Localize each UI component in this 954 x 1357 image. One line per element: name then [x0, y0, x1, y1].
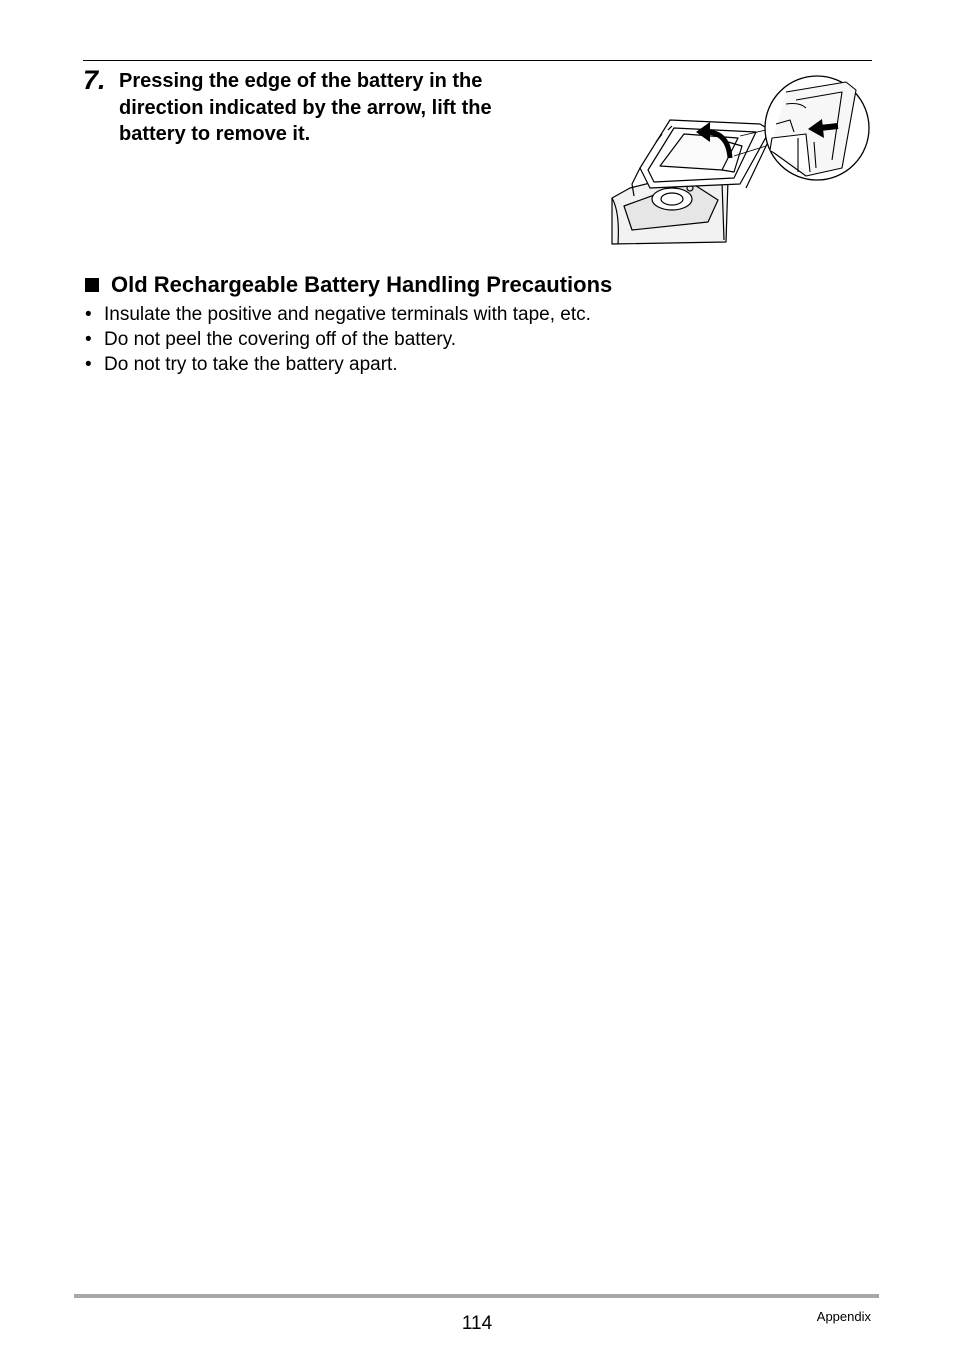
list-item-text: Do not peel the covering off of the battery. — [104, 329, 457, 350]
section-heading — [85, 270, 612, 300]
precautions-list — [85, 302, 591, 377]
page-number: 114 — [461, 1313, 493, 1334]
bullet-mark: • — [85, 329, 92, 350]
section-title: Old Rechargeable Battery Handling Precautions — [111, 272, 613, 297]
step-instruction-line-1: Pressing the edge of the battery in the — [119, 70, 483, 92]
step-number: 7. — [83, 65, 106, 95]
step-instruction-line-2: direction indicated by the arrow, lift the — [119, 96, 492, 119]
black-square-icon — [85, 278, 99, 292]
top-rule — [83, 60, 872, 61]
list-item-text: Insulate the positive and negative terminals with tape, etc. — [104, 304, 591, 325]
list-item — [85, 327, 591, 352]
battery-removal-illustration — [610, 72, 874, 248]
list-item-text: Do not try to take the battery apart. — [104, 354, 398, 375]
bullet-mark: • — [85, 304, 92, 325]
footer-rule — [74, 1294, 879, 1298]
step-instruction-line-3: battery to remove it. — [119, 123, 311, 145]
bullet-mark: • — [85, 354, 92, 375]
list-item — [85, 352, 591, 377]
step-instruction — [119, 68, 559, 148]
footer-section-label: Appendix — [816, 1309, 871, 1324]
list-item — [85, 302, 591, 327]
